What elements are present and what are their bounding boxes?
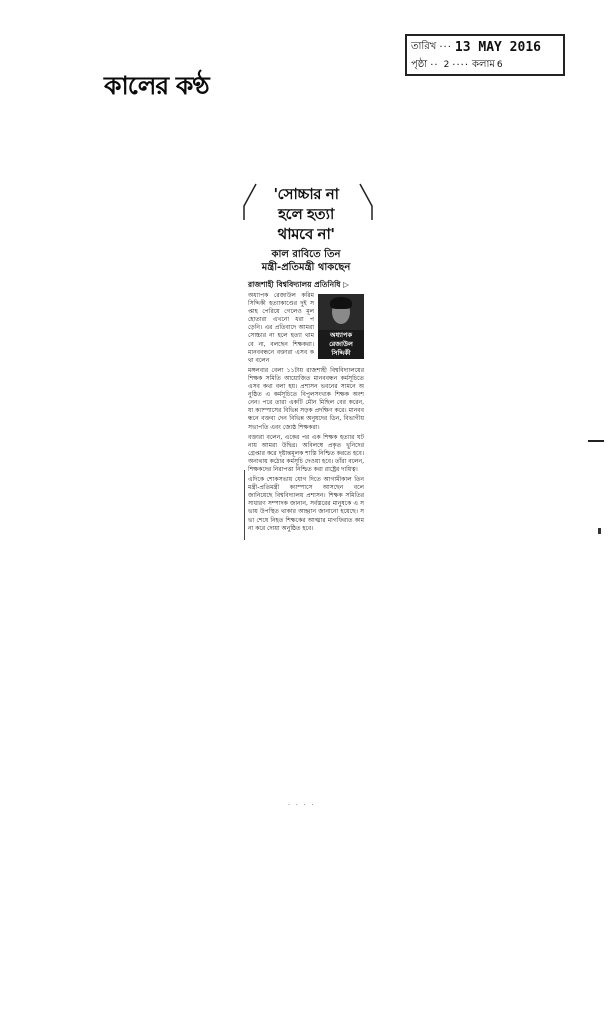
stamp-date-label: তারিখ (411, 40, 437, 52)
stamp-dots: ·· (430, 59, 439, 71)
article-photo (318, 294, 364, 359)
photo-caption (318, 330, 364, 359)
photo-caption-line: সিদ্দিকী (331, 349, 351, 357)
stamp-page-label: পৃষ্ঠা (411, 58, 428, 70)
article-lead-block (248, 292, 364, 365)
headline-line: হলে হত্যা (278, 205, 334, 223)
subhead-line: মন্ত্রী-প্রতিমন্ত্রী থাকছেন (261, 262, 351, 273)
margin-mark-line (244, 470, 245, 540)
article-end-marks: · · · · (288, 802, 316, 809)
article-paragraph: বক্তারা বলেন, একের পর এক শিক্ষক হত্যার ঘটনায় আমরা উদ্বিগ্ন। অবিলম্বে প্রকৃত খুনিদের গ্রেপ্তার করে দৃষ্টান্তমূলক শাস্তি নিশ্চিত করতে হবে। অন্যথায় কঠোর কর্মসূচি দেওয়া হবে। তাঁরা বলেন, শিক্ষকদের নিরাপত্তা নিশ্চিত করা রাষ্ট্রের দায়িত্ব। (248, 433, 364, 473)
article-paragraph: মঙ্গলবার বেলা ১১টায় রাজশাহী বিশ্ববিদ্যালয়ের শিক্ষক সমিতি আয়োজিত মানববন্ধন কর্মসূচিতে এসব কথা বলা হয়। প্রশাসন ভবনের সামনে অনুষ্ঠিত এ কর্মসূচিতে বিপুলসংখ্যক শিক্ষক অংশ নেন। পরে তারা একটি মৌন মিছিল বের করেন, যা ক্যাম্পাসের বিভিন্ন সড়ক প্রদক্ষিণ করে। মানববন্ধনে বক্তব্য দেন বিভিন্ন অনুষদের ডিন, বিভাগীয় সভাপতি এবং জ্যেষ্ঠ শিক্ষকরা। (248, 366, 364, 431)
stamp-date-row (411, 38, 559, 56)
headline-line: থামবে না' (277, 225, 335, 243)
scan-dot-mark (598, 528, 601, 534)
article-subhead (248, 248, 364, 274)
stamp-column-value: 6 (496, 60, 503, 70)
stamp-dots: ···· (452, 59, 470, 71)
portrait-hair (330, 297, 352, 309)
clipping-stamp (405, 34, 565, 76)
quote-bracket-left (242, 182, 258, 222)
article-clipping (248, 182, 364, 533)
subhead-line: কাল রাবিতে তিন (271, 249, 341, 260)
stamp-date-value: 13 MAY 2016 (454, 39, 541, 55)
scan-dash-mark (588, 440, 604, 442)
newspaper-masthead: কালের কণ্ঠ (104, 71, 209, 100)
stamp-dots: ··· (439, 41, 452, 53)
stamp-page-value: 2 (443, 60, 450, 70)
article-paragraph: এদিকে শোকসভায় যোগ দিতে আগামীকাল তিন মন্ত্রী-প্রতিমন্ত্রী ক্যাম্পাসে আসছেন বলে জানিয়েছে বিশ্ববিদ্যালয় প্রশাসন। শিক্ষক সমিতির সাধারণ সম্পাদক জানান, সর্বস্তরের মানুষকে এ সভায় উপস্থিত থাকার আহ্বান জানানো হয়েছে। সভা শেষে নিহত শিক্ষকের আত্মার মাগফিরাত কামনা করে দোয়া অনুষ্ঠিত হবে। (248, 476, 364, 532)
portrait-image (318, 294, 364, 330)
article-lead-text: অধ্যাপক রেজাউল করিম সিদ্দিকী হত্যাকাণ্ডের দুই সপ্তাহ পেরিয়ে গেলেও মূল হোতারা এখনো ধরা পড়েনি। এর প্রতিবাদে আমরা সোচ্চার না হলে হত্যা থামবে না, বলছেন শিক্ষকরা। মানববন্ধনে বক্তারা এসব কথা বলেন (248, 292, 314, 364)
article-byline: রাজশাহী বিশ্ববিদ্যালয় প্রতিনিধি ▷ (248, 280, 349, 289)
quote-bracket-right (358, 182, 374, 222)
headline-line: 'সোচ্চার না (273, 185, 339, 203)
photo-caption-line: অধ্যাপক রেজাউল (329, 331, 353, 348)
stamp-column-label: কলাম (472, 58, 495, 70)
stamp-page-row (411, 56, 559, 74)
article-headline (248, 184, 364, 244)
